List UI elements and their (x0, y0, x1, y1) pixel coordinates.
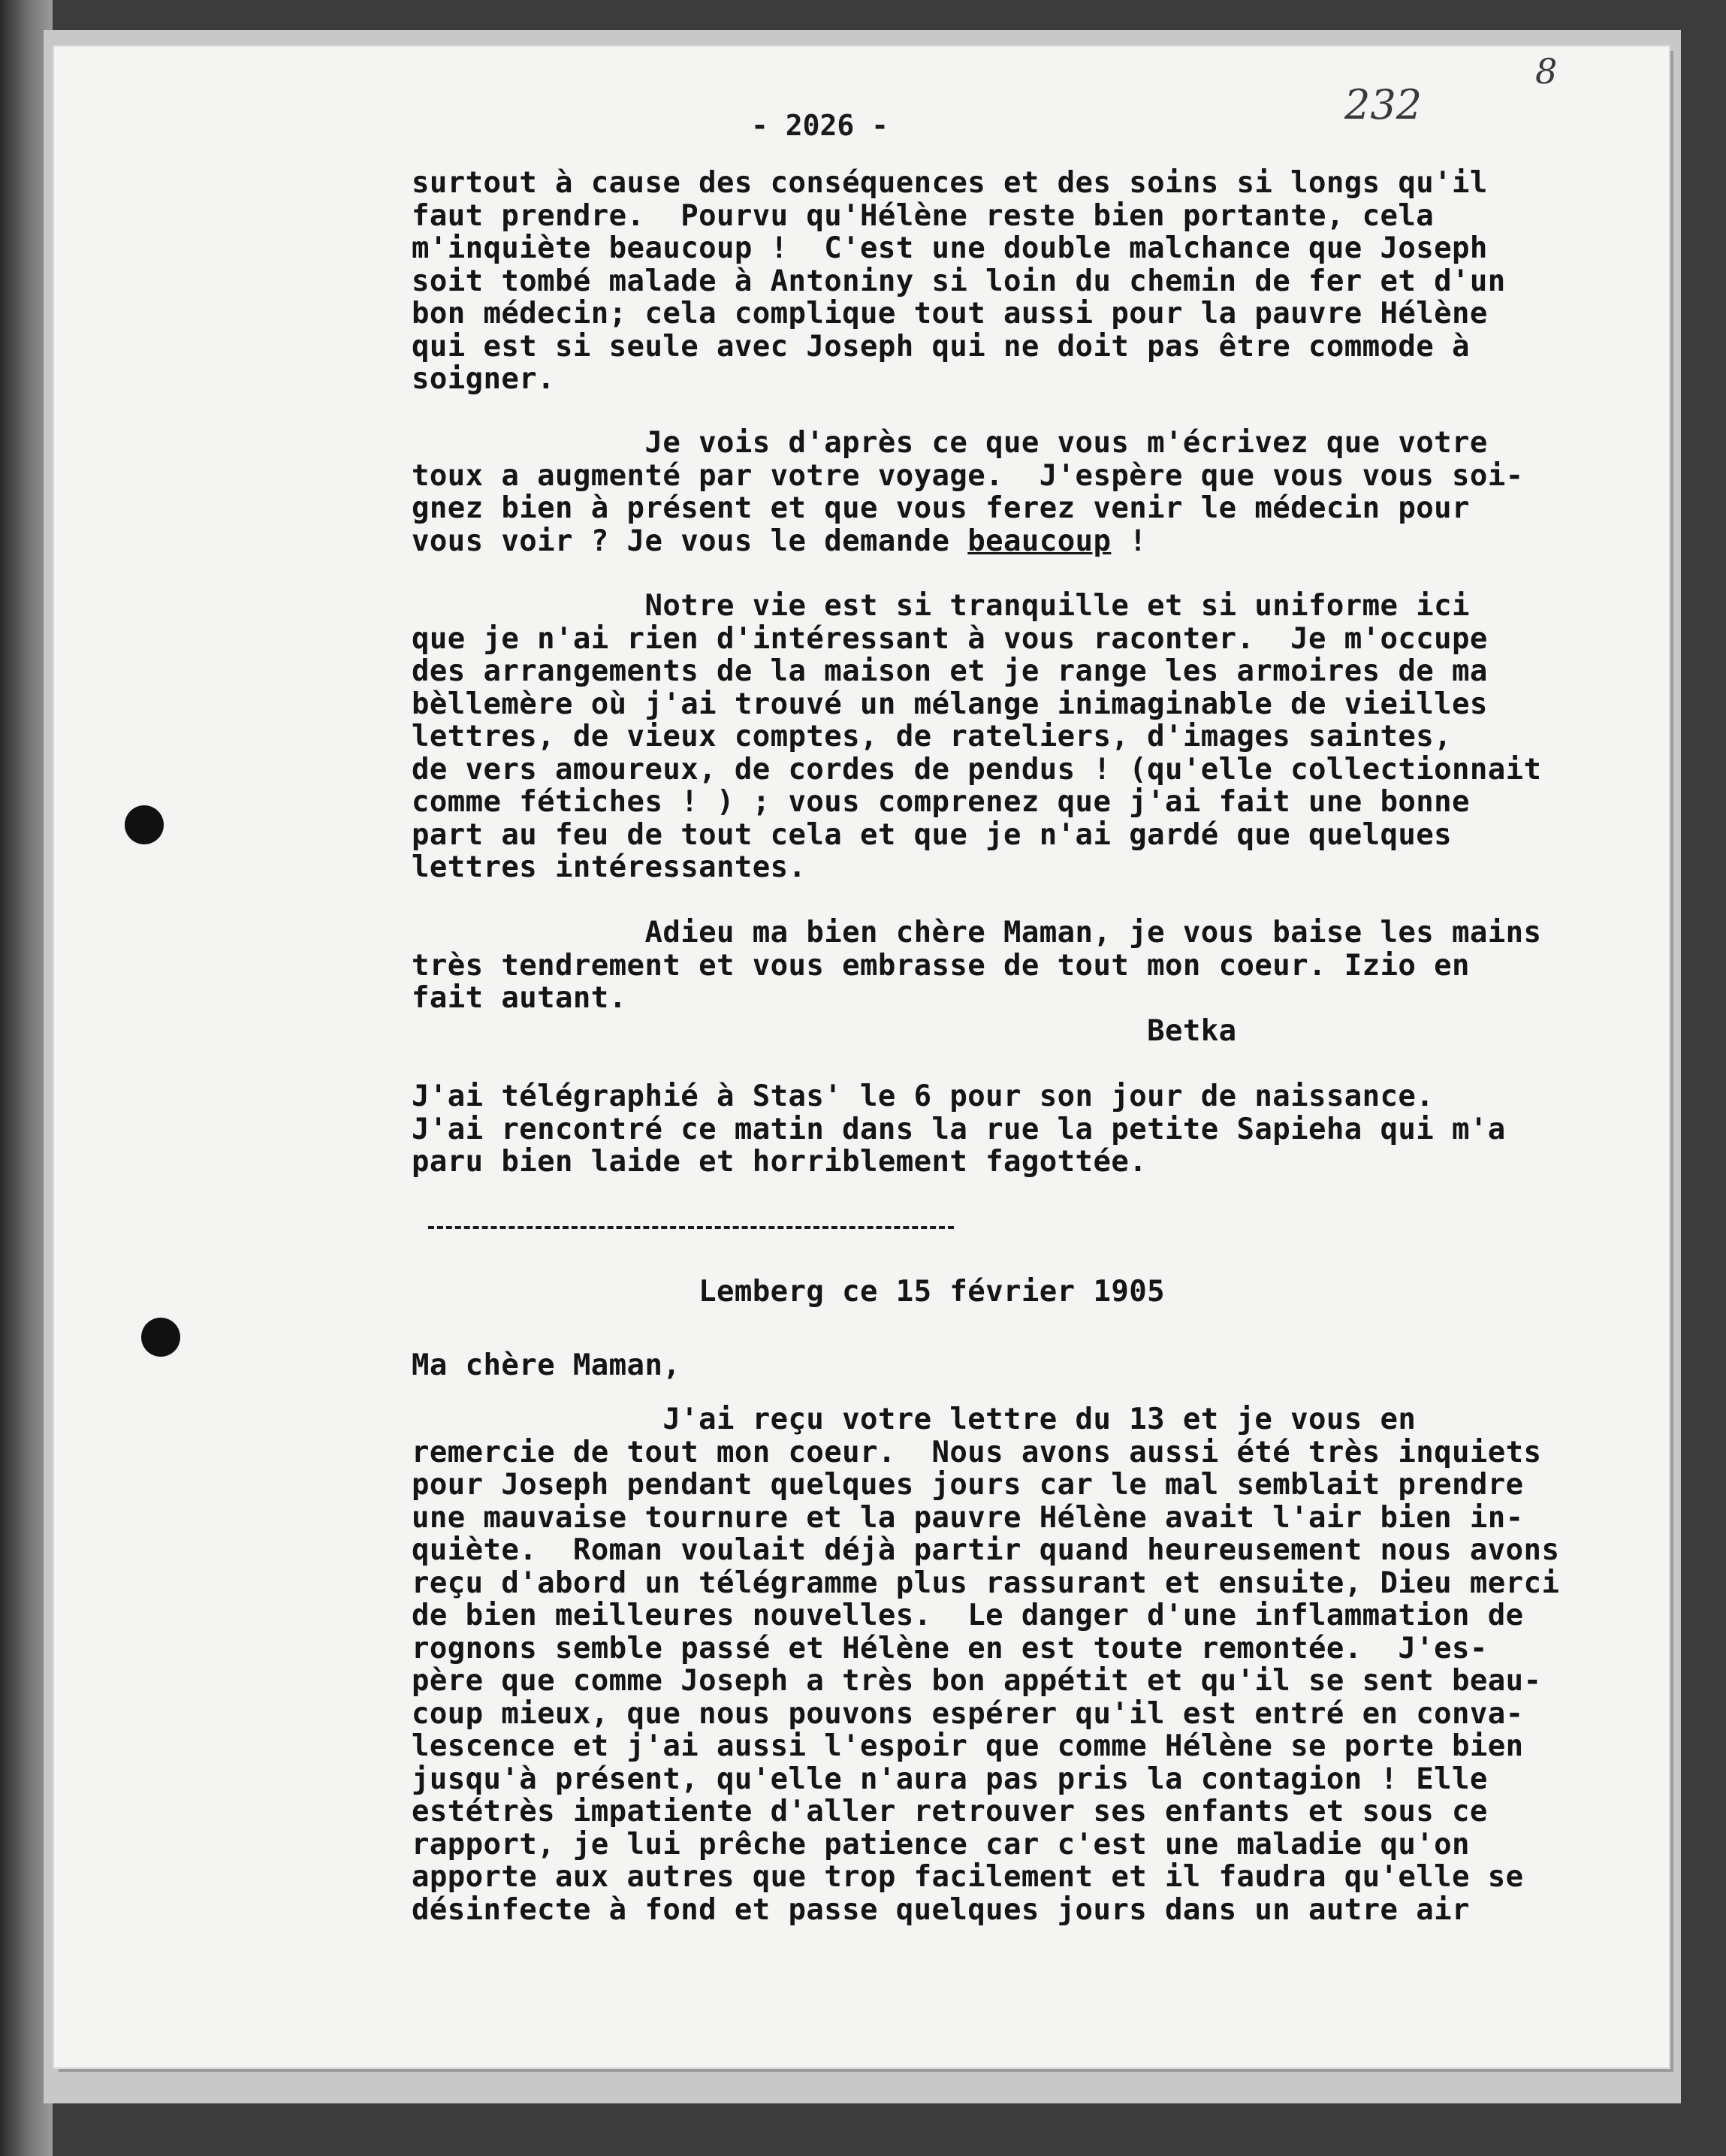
paragraph-daily-life: Notre vie est si tranquille et si uniforme ici que je n'ai rien d'intéressant à vous raconter. Je m'occupe des arrangements de la maison et je range les armoires de ma bèllemère où j'ai trouvé un mélange inimaginable de vieilles lettres, de vieux comptes, de rateliers, d'images saintes, de vers amoureux, de cordes de pendus ! (qu'elle collectionnait comme fétiches ! ) ; vous comprenez que j'ai fait une bonne part au feu de tout cela et que je n'ai gardé que quelques lettres intéressantes. (412, 589, 1542, 884)
letter-dateline: Lemberg ce 15 février 1905 (412, 1275, 1165, 1309)
underlined-word: beaucoup (967, 524, 1112, 558)
letter-divider (428, 1226, 954, 1229)
punch-hole-icon (125, 805, 164, 844)
paragraph-cough (412, 427, 1658, 557)
typed-page-number: - 2026 - (751, 109, 889, 142)
paragraph-continuation: surtout à cause des conséquences et des soins si longs qu'il faut prendre. Pourvu qu'Hélène reste bien portante, cela m'inquiète beaucoup ! C'est une double malchance que Joseph soit tombé malade à Antoniny si loin du chemin de fer et d'un bon médecin; cela complique tout aussi pour la pauvre Hélène qui est si seule avec Joseph qui ne doit pas être commode à soigner. (412, 166, 1506, 396)
paragraph-new-letter: J'ai reçu votre lettre du 13 et je vous en remercie de tout mon coeur. Nous avons aussi été très inquiets pour Joseph pendant quelques jours car le mal semblait prendre une mauvaise tournure et la pauvre Hélène avait l'air bien in- quiète. Roman voulait déjà partir quand heureusement nous avons reçu d'abord un télégramme plus rassurant et ensuite, Dieu merci de bien meilleures nouvelles. Le danger d'une inflammation de rognons semble passé et Hélène en est toute remontée. J'es- père que comme Joseph a très bon appétit et qu'il se sent beau- coup mieux, que nous pouvons espérer qu'il est entré en conva- lescence et j'ai aussi l'espoir que comme Hélène se porte bien jusqu'à présent, qu'elle n'aura pas pris la contagion ! Elle estétrès impatiente d'aller retrouver ses enfants et sous ce rapport, je lui prêche patience car c'est une maladie qu'on apporte aux autres que trop facilement et il faudra qu'elle se désinfecte à fond et passe quelques jours dans un autre air (412, 1403, 1560, 1927)
handwritten-corner-mark: 8 (1535, 51, 1558, 92)
paragraph-cough-end: ! (1111, 524, 1148, 558)
postscript: J'ai télégraphié à Stas' le 6 pour son jour de naissance. J'ai rencontré ce matin dans la rue la petite Sapieha qui m'a paru bien laide et horriblement fagottée. (412, 1080, 1506, 1179)
paragraph-farewell: Adieu ma bien chère Maman, je vous baise les mains très tendrement et vous embrasse de tout mon coeur. Izio en fait autant. Betka (412, 916, 1542, 1048)
letter-salutation: Ma chère Maman, (412, 1348, 681, 1382)
punch-hole-icon (141, 1318, 180, 1357)
paragraph-cough-body: Je vois d'après ce que vous m'écrivez que votre toux a augmenté par votre voyage. J'espère que vous vous soi- gnez bien à présent et que vous ferez venir le médecin pour vous voir ? Je vous le demande (412, 426, 1524, 558)
handwritten-folio-number: 232 (1344, 81, 1423, 128)
